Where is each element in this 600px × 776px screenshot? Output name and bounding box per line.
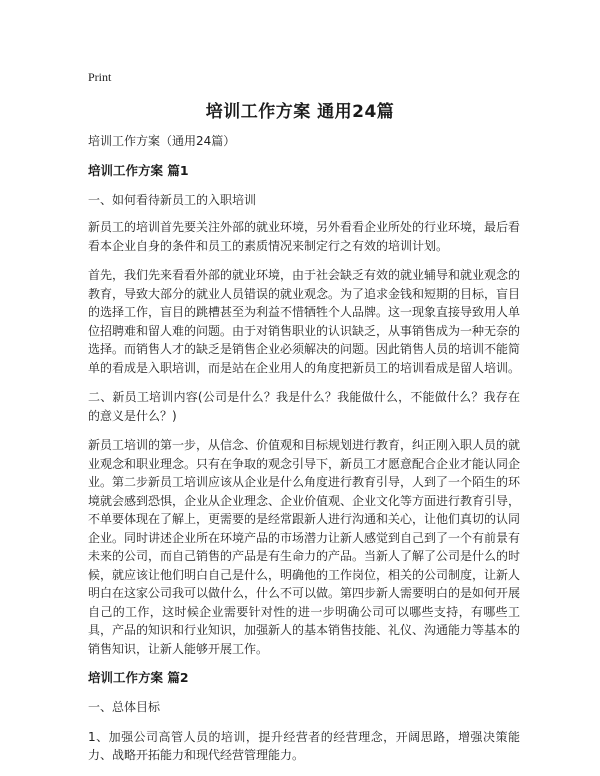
subsection-heading: 二、新员工培训内容(公司是什么？我是什么？我能做什么，不能做什么？我存在的意义是什么？): [88, 390, 520, 423]
print-link[interactable]: Print: [88, 70, 112, 84]
body-paragraph: 1、加强公司高管人员的培训，提升经营者的经营理念，开阔思路，增强决策能力、战略开拓能力和现代经营管理能力。: [88, 729, 520, 762]
body-paragraph: 新员工的培训首先要关注外部的就业环境，另外看看企业所处的行业环境，最后看看本企业自身的条件和员工的素质情况来制定行之有效的培训计划。: [88, 220, 521, 253]
section-heading: 培训工作方案 篇2: [88, 670, 189, 685]
body-paragraph: 首先，我们先来看看外部的就业环境，由于社会缺乏有效的就业辅导和就业观念的教育，导致大部分的就业人员错误的就业观念。为了追求金钱和短期的目标，盲目的选择工作，盲目的跳槽甚至为利益不惜牺牲个人品牌。这一现象直接导致用人单位招聘难和留人难的问题。由于对销售职业的认识缺乏，从事销售成为一种无奈的选择。而销售人才的缺乏是销售企业必须解决的问题。因此销售人员的培训不能简单的看成是入职培训，而是站在企业用人的角度把新员工的培训看成是留人培训。: [88, 268, 521, 375]
document-title: 培训工作方案 通用24篇: [205, 102, 395, 122]
document-subtitle: 培训工作方案（通用24篇）: [88, 134, 236, 148]
document-body: [88, 132, 520, 765]
subsection-heading: 一、总体目标: [88, 700, 161, 714]
section-heading: 培训工作方案 篇1: [88, 162, 189, 178]
body-paragraph: 新员工培训的第一步，从信念、价值观和目标规划进行教育，纠正刚入职人员的就业观念和职业理念。只有在争取的观念引导下，新员工才愿意配合企业才能认同企业。第二步新员工培训应该从企业是什么角度进行教育引导，人到了一个陌生的环境就会感到恐惧，企业从企业理念、企业价值观、企业文化等方面进行教育引导，不单要体现在了解上，更需要的是经常跟新人进行沟通和关心，让他们真切的认同企业。同时讲述企业所在环境产品的市场潜力让新人感觉到自己到了一个有前景有未来的公司，而自己销售的产品是有生命力的产品。当新人了解了公司是什么的时候，就应该让他们明白自己是什么，明确他的工作岗位，相关的公司制度，让新人明白在这家公司我可以做什么，什么不可以做。第四步新人需要明白的是如何开展自己的工作，这时候企业需要针对性的进一步明确公司可以哪些支持，有哪些工具，产品的知识和行业知识，加强新人的基本销售技能、礼仪、沟通能力等基本的销售知识，让新人能够开展工作。: [88, 438, 521, 656]
subsection-heading: 一、如何看待新员工的入职培训: [88, 192, 257, 207]
